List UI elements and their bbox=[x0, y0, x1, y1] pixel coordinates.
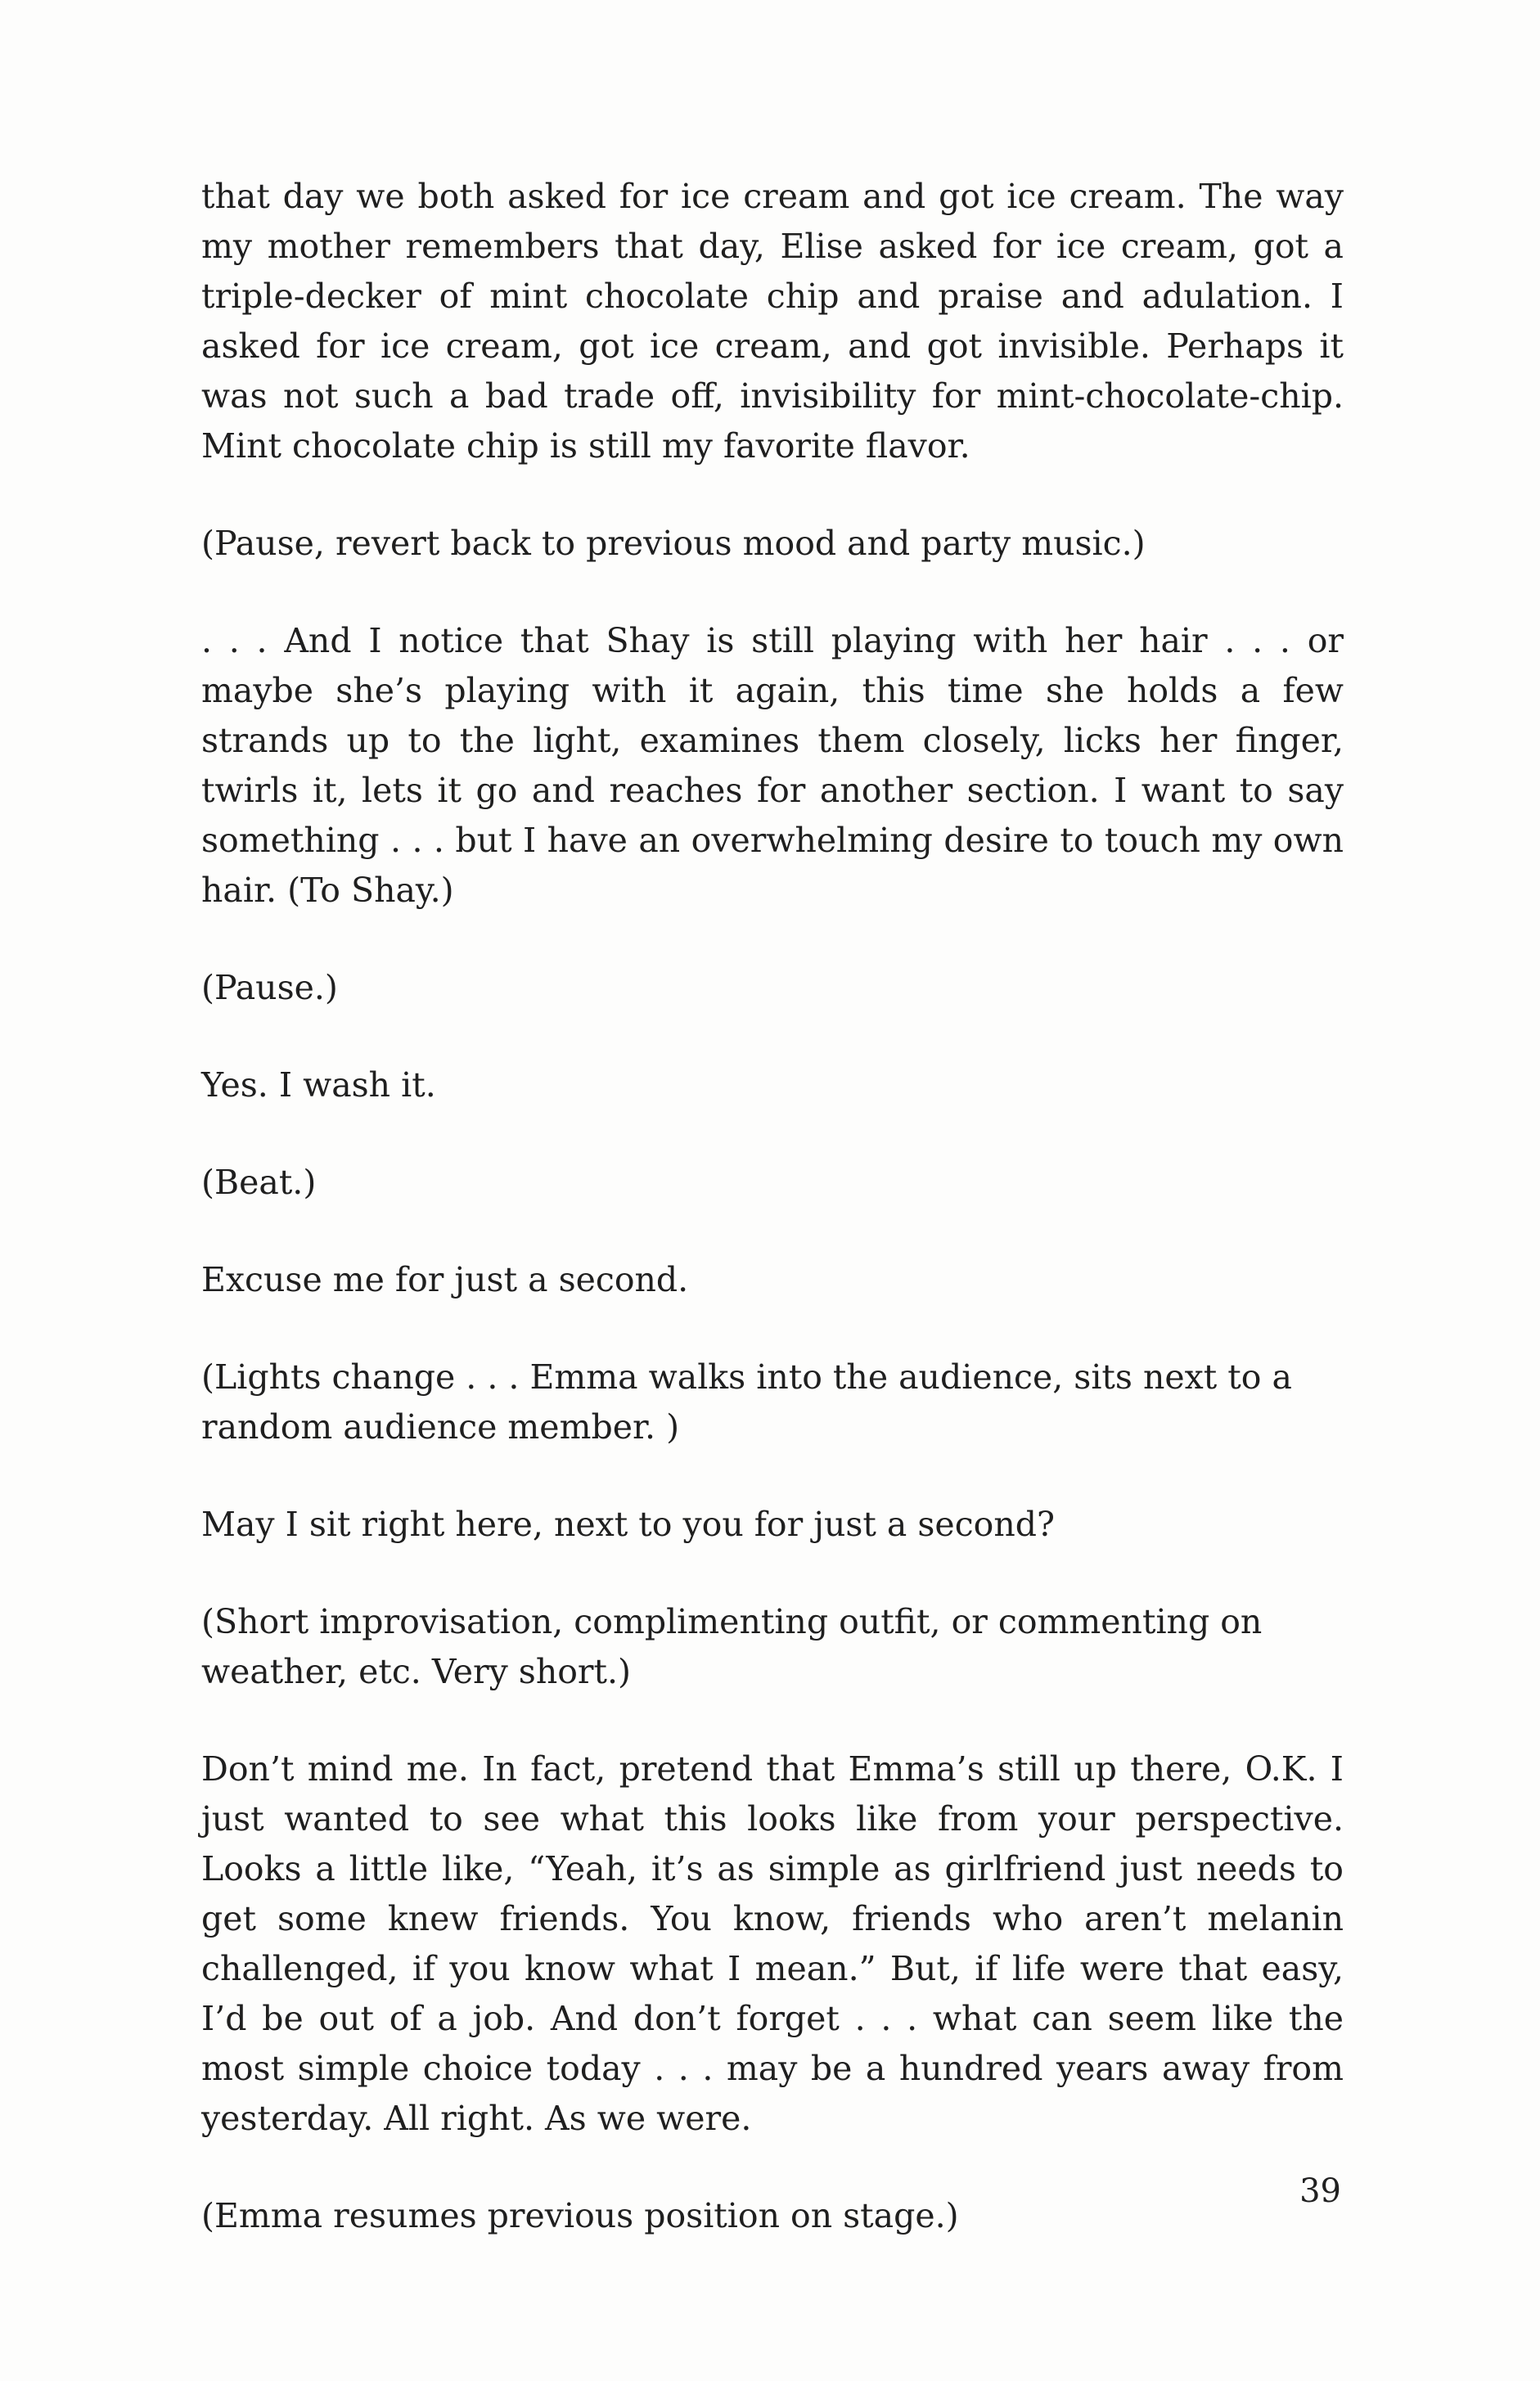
stage-direction-lights-change: (Lights change . . . Emma walks into the audience, sits next to a random audience member. ) bbox=[201, 1357, 1292, 1447]
line-excuse-me: Excuse me for just a second. bbox=[201, 1260, 689, 1299]
paragraph-shay-hair: . . . And I notice that Shay is still playing with her hair . . . or maybe she’s playing with it again, this time she holds a few strands up to the light, examines them closely, licks her finger, twirls it, lets it go and reaches for another section. I want to say something . . . but I have an overwhelming desire to touch my own hair. (To Shay.) bbox=[201, 621, 1344, 910]
stage-direction-beat: (Beat.) bbox=[201, 1163, 317, 1202]
line-sit-here: May I sit right here, next to you for just a second? bbox=[201, 1505, 1055, 1544]
line-wash-it: Yes. I wash it. bbox=[201, 1065, 436, 1105]
paragraph-dont-mind-me: Don’t mind me. In fact, pretend that Emma’s still up there, O.K. I just wanted to see what this looks like from your perspective. Looks a little like, “Yeah, it’s as simple as girlfriend just needs to get some knew friends. You know, friends who aren’t melanin challenged, if you know what I mean.” But, if life were that easy, I’d be out of a job. And don’t forget . . . what can seem like the most simple choice today . . . may be a hundred years away from yesterday. All right. As we were. bbox=[201, 1749, 1344, 2138]
stage-direction-pause-music: (Pause, revert back to previous mood and party music.) bbox=[201, 524, 1146, 563]
paragraph-ice-cream-memory: that day we both asked for ice cream and got ice cream. The way my mother remembers that day, Elise asked for ice cream, got a triple-decker of mint chocolate chip and praise and adulation. I asked for ice cream, got ice cream, and got invisible. Perhaps it was not such a bad trade off, invisibility for mint-chocolate-chip. Mint chocolate chip is still my favorite flavor. bbox=[201, 177, 1344, 466]
stage-direction-improvisation: (Short improvisation, complimenting outfit, or commenting on weather, etc. Very short.) bbox=[201, 1602, 1263, 1691]
stage-direction-emma-resumes: (Emma resumes previous position on stage.) bbox=[201, 2196, 959, 2235]
stage-direction-pause: (Pause.) bbox=[201, 968, 338, 1007]
body-text bbox=[201, 172, 1344, 2241]
page-number: 39 bbox=[1299, 2172, 1341, 2210]
